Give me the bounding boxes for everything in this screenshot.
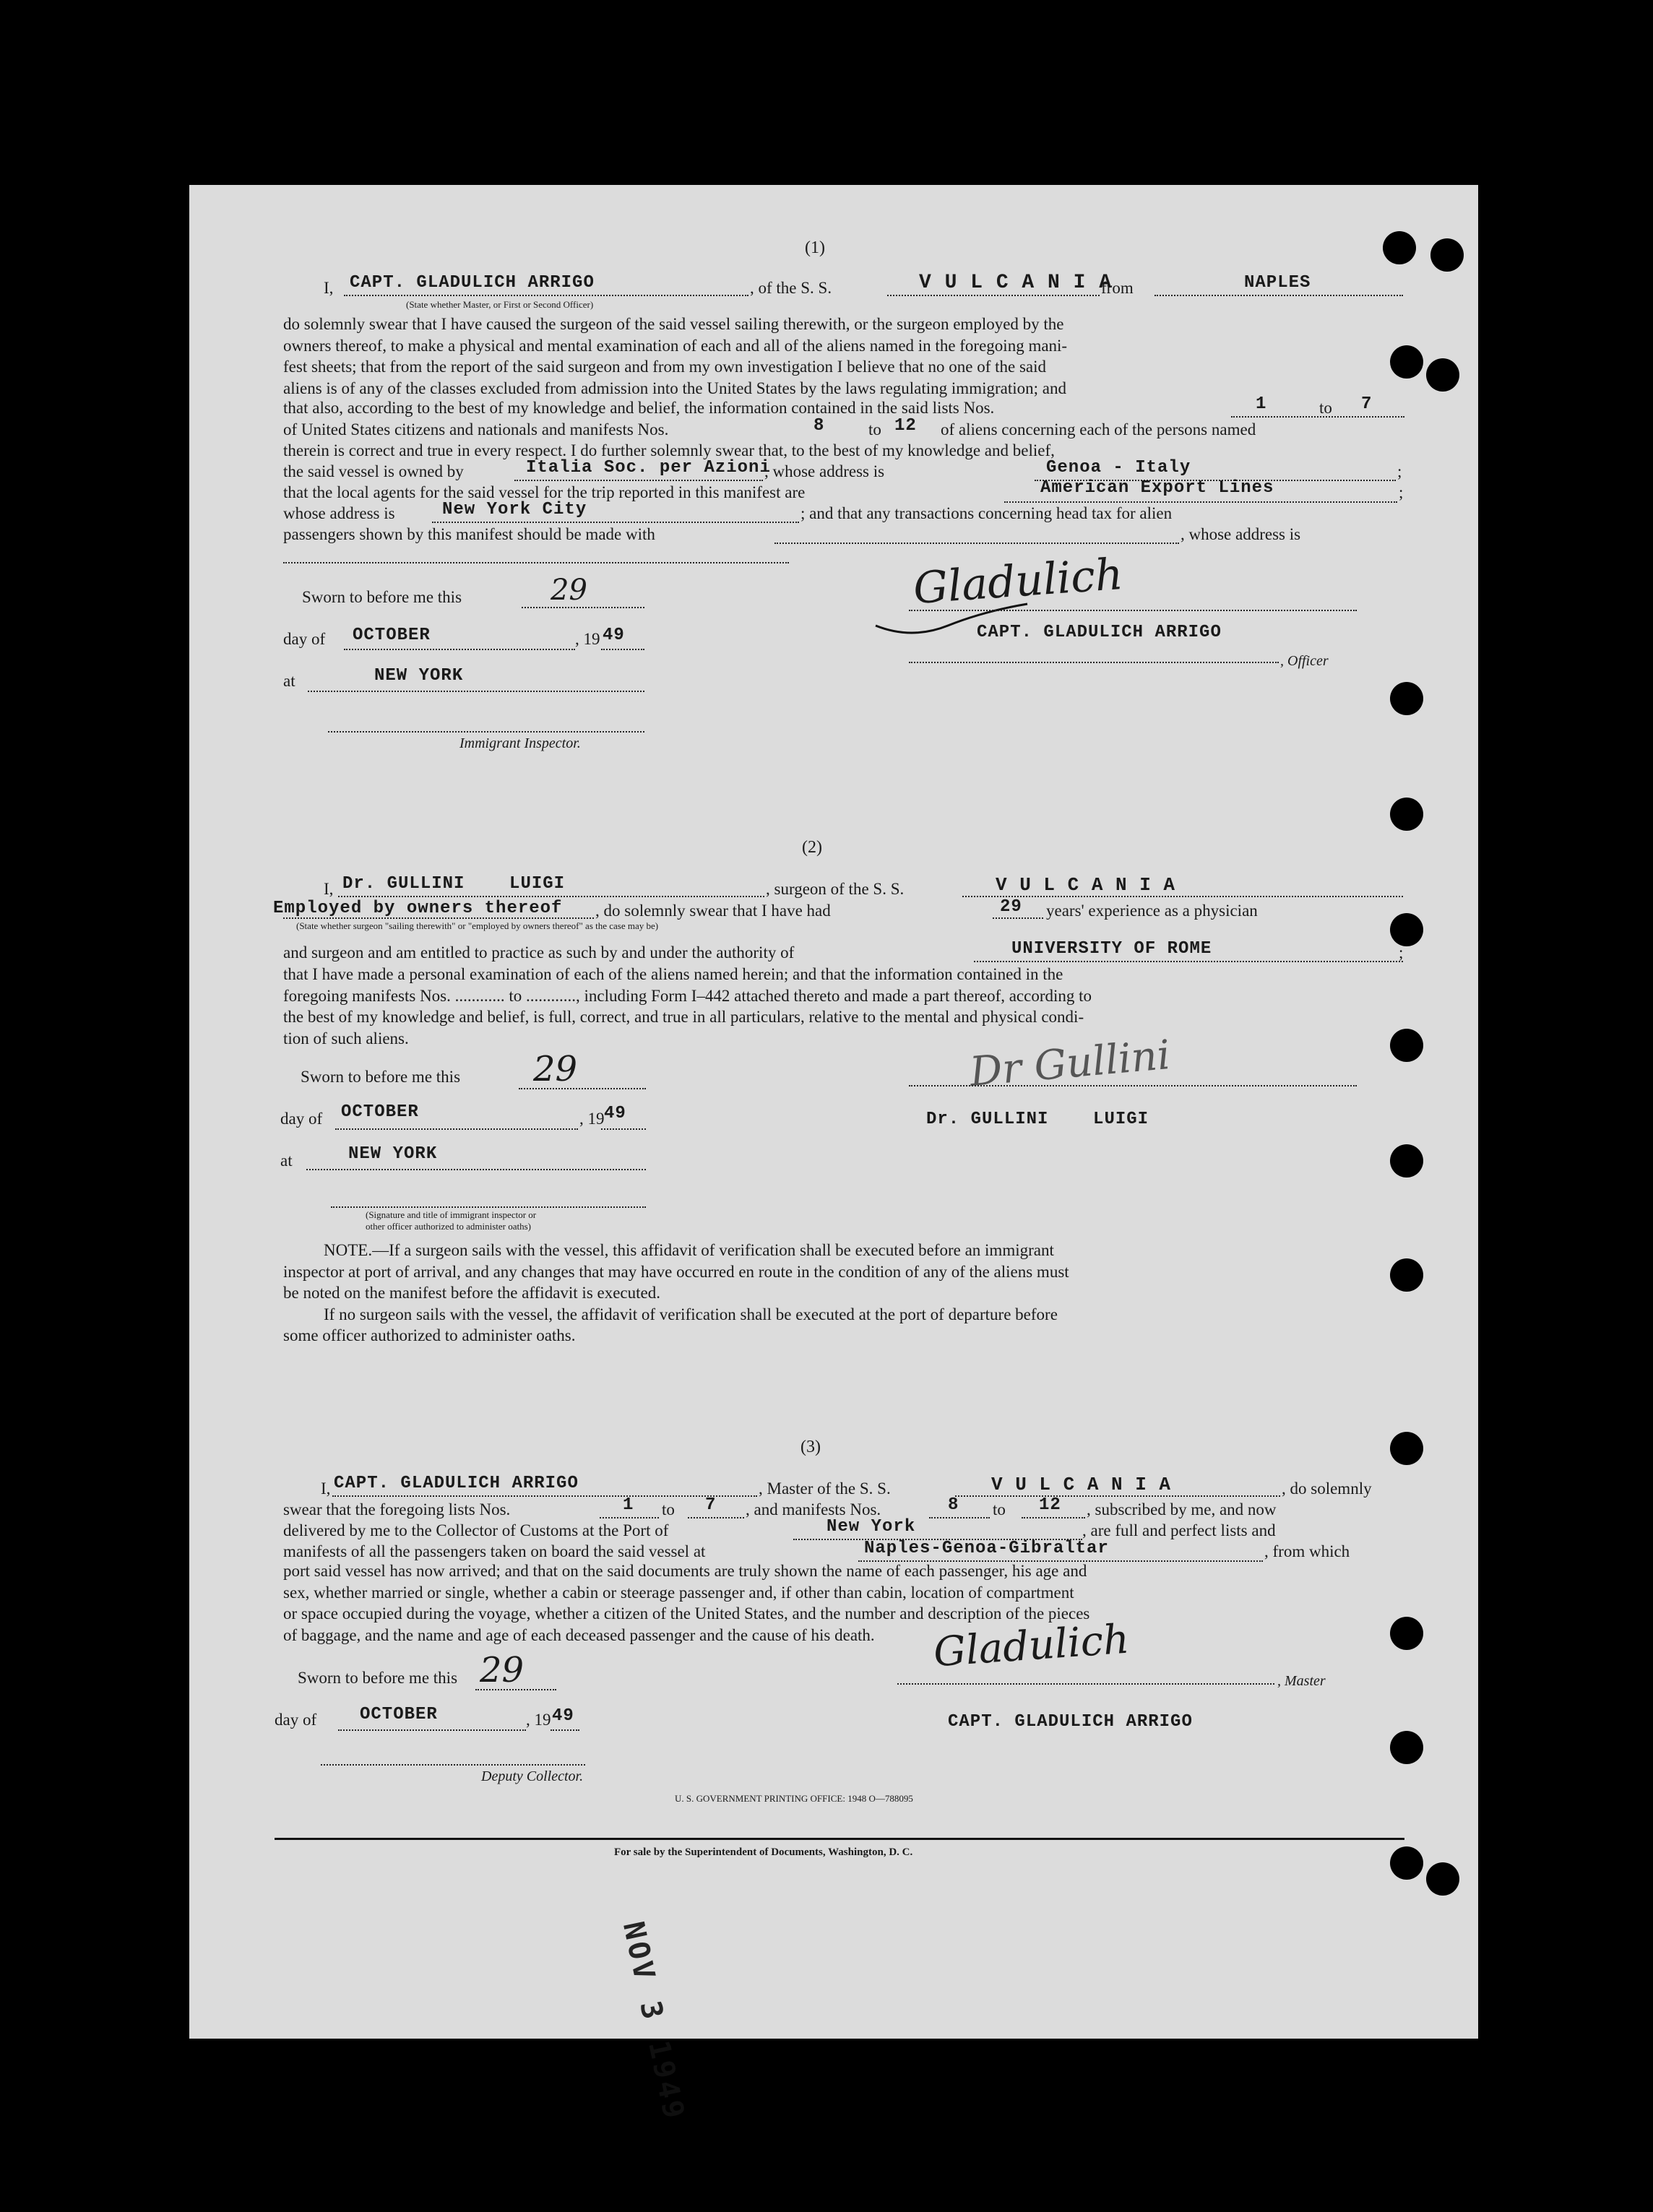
manifests-tail: of aliens concerning each of the persons named <box>941 420 1256 438</box>
to-label: to <box>868 420 881 438</box>
arrival-stamp: NOV 3 1949 <box>616 1919 691 2125</box>
immigrant-inspector-label: Immigrant Inspector. <box>459 735 581 751</box>
delivered-text: delivered by me to the Collector of Customs at the Port of <box>283 1521 669 1539</box>
signature-line <box>321 1764 585 1766</box>
vessel-name: V U L C A N I A <box>919 272 1113 294</box>
year-prefix: , 19 <box>575 630 600 648</box>
signature-line <box>331 1206 646 1208</box>
footer-rule <box>275 1838 1404 1840</box>
officer-name: CAPT. GLADULICH ARRIGO <box>350 273 595 293</box>
month: OCTOBER <box>353 626 431 645</box>
authority-text: and surgeon and am entitled to practice as such by and under the authority of <box>283 943 795 962</box>
swear-lists-text: swear that the foregoing lists Nos. <box>283 1500 511 1518</box>
signature-line <box>909 610 1357 611</box>
manifests-text: of United States citizens and nationals and manifests Nos. <box>283 420 669 438</box>
full-perfect-text: , are full and perfect lists and <box>1082 1521 1276 1539</box>
affidavit1-body <box>283 314 1404 399</box>
note-line: inspector at port of arrival, and any changes that may have occurred en route in the condition of any of the aliens must <box>283 1262 1069 1281</box>
vessel-label: , of the S. S. <box>750 279 832 297</box>
officer-label: , Officer <box>1280 653 1329 669</box>
year: 49 <box>552 1706 574 1726</box>
blank-line <box>344 295 748 296</box>
place: NEW YORK <box>374 666 464 686</box>
sworn-day: 29 <box>533 1049 578 1089</box>
punch-hole <box>1390 682 1423 715</box>
blank-line <box>774 543 1179 544</box>
note-line: some officer authorized to administer oaths. <box>283 1326 576 1344</box>
blank-line <box>600 1517 659 1518</box>
lists-to: 7 <box>705 1495 717 1515</box>
text-line: sex, whether married or single, whether a cabin or steerage passenger and, if other than cabin, location of compartment <box>283 1583 1074 1602</box>
sworn-day: 29 <box>551 574 587 607</box>
from-which-text: , from which <box>1264 1542 1350 1560</box>
note-line: NOTE.—If a surgeon sails with the vessel, this affidavit of verification shall be executed before an immigrant <box>324 1241 1054 1259</box>
master-signer-name: CAPT. GLADULICH ARRIGO <box>948 1712 1193 1732</box>
blank-line <box>551 1729 579 1731</box>
signature-line <box>897 1683 1274 1685</box>
blank-line <box>308 691 644 692</box>
text-line: aliens is of any of the classes excluded from admission into the United States by the laws regulating immigration; and <box>283 379 1066 397</box>
swear-text: , do solemnly swear that I have had <box>595 902 831 920</box>
text-line: foregoing manifests Nos. ............ to ............, including Form I–442 attached thereto and made a part thereof, according to <box>283 986 1092 1005</box>
authority: UNIVERSITY OF ROME <box>1011 939 1212 959</box>
blank-line <box>929 1517 990 1518</box>
sworn-label: Sworn to before me this <box>301 1068 461 1086</box>
agents-address-label: whose address is <box>283 504 395 522</box>
officer-signer-name: CAPT. GLADULICH ARRIGO <box>977 623 1222 642</box>
month: OCTOBER <box>360 1705 438 1724</box>
blank-line <box>338 896 764 897</box>
punch-hole <box>1426 1862 1459 1896</box>
at-label: at <box>283 672 295 690</box>
from-label: from <box>1101 279 1134 297</box>
blank-line <box>519 1088 646 1089</box>
affidavit2-body <box>283 964 1404 1049</box>
affidavit3-body <box>283 1560 1404 1646</box>
punch-hole <box>1390 913 1423 946</box>
blank-line <box>688 1517 744 1518</box>
affiant-prefix: I, <box>324 279 334 297</box>
blank-line <box>887 295 1100 296</box>
text-line: port said vessel has now arrived; and that on the said documents are truly shown the name of each passenger, his age and <box>283 1562 1087 1580</box>
owner-name: Italia Soc. per Azioni <box>526 458 771 478</box>
to-label: to <box>1319 399 1332 417</box>
to-label: to <box>993 1500 1006 1518</box>
day-of-label: day of <box>275 1711 317 1729</box>
sworn-label: Sworn to before me this <box>298 1669 458 1687</box>
blank-line <box>909 662 1279 663</box>
section-number-2: (2) <box>802 838 822 857</box>
blank-line <box>344 649 575 650</box>
blank-line <box>432 522 799 523</box>
local-agents: American Export Lines <box>1040 478 1274 498</box>
manifests-taken-text: manifests of all the passengers taken on board the said vessel at <box>283 1542 706 1560</box>
master-signature: Gladulich <box>932 1615 1131 1677</box>
signature-line <box>328 731 644 733</box>
port-of-arrival: New York <box>826 1517 916 1537</box>
and-manifests-text: , and manifests Nos. <box>746 1500 881 1518</box>
place: NEW YORK <box>348 1144 438 1164</box>
master-of-label: , Master of the S. S. <box>759 1479 891 1498</box>
text-line: of baggage, and the name and age of each deceased passenger and the cause of his death. <box>283 1625 875 1644</box>
semicolon: ; <box>1397 462 1402 480</box>
month: OCTOBER <box>341 1102 419 1122</box>
owner-address: Genoa - Italy <box>1046 458 1191 478</box>
officer-note: (State whether Master, or First or Second Officer) <box>406 299 594 310</box>
manifests-from: 8 <box>948 1495 959 1515</box>
sworn-day: 29 <box>480 1650 525 1690</box>
text-line: that I have made a personal examination of each of the aliens named herein; and that the information contained in the <box>283 965 1063 983</box>
to-label: to <box>662 1500 675 1518</box>
vessel-name: V U L C A N I A <box>996 874 1176 896</box>
text-line: do solemnly swear that I have caused the surgeon of the said vessel sailing therewith, or the surgeon employed by the <box>283 315 1064 333</box>
affiant-prefix: I, <box>324 880 334 898</box>
blank-line <box>335 1128 578 1130</box>
agents-address: New York City <box>442 500 587 519</box>
inspector-note: other officer authorized to administer oaths) <box>366 1221 531 1232</box>
blank-line <box>601 649 644 650</box>
year: 49 <box>603 626 625 645</box>
section-number-1: (1) <box>805 238 825 257</box>
semicolon: ; <box>1399 943 1404 962</box>
punch-hole <box>1390 1846 1423 1880</box>
lists-to: 7 <box>1361 394 1373 414</box>
blank-line <box>974 961 1403 962</box>
text-line: the best of my knowledge and belief, is full, correct, and true in all particulars, relative to the mental and physical condi- <box>283 1008 1084 1026</box>
sworn-label: Sworn to before me this <box>302 588 462 606</box>
manifests-from: 8 <box>813 416 825 436</box>
deputy-collector-label: Deputy Collector. <box>481 1768 584 1784</box>
year: 49 <box>604 1104 626 1123</box>
blank-line <box>601 1128 646 1130</box>
section-number-3: (3) <box>800 1438 821 1456</box>
inspector-note: (Signature and title of immigrant inspector or <box>366 1209 537 1220</box>
blank-line <box>283 562 789 563</box>
owner-address-label: , whose address is <box>764 462 885 480</box>
whose-address-label: , whose address is <box>1181 525 1301 543</box>
blank-line <box>1004 501 1397 503</box>
text-line: tion of such aliens. <box>283 1029 409 1047</box>
manifests-to: 12 <box>1039 1495 1061 1515</box>
employed-note: (State whether surgeon "sailing therewith" or "employed by owners thereof" as the case may be) <box>296 920 659 931</box>
head-tax-text: passengers shown by this manifest should be made with <box>283 525 655 543</box>
printing-office: U. S. GOVERNMENT PRINTING OFFICE: 1948 O—788095 <box>675 1793 913 1804</box>
punch-hole <box>1390 798 1423 831</box>
blank-line <box>962 896 1403 897</box>
subscribed-text: , subscribed by me, and now <box>1087 1500 1277 1518</box>
blank-line <box>283 917 594 919</box>
surgeon-name: Dr. GULLINI LUIGI <box>342 874 566 894</box>
blank-line <box>993 917 1043 919</box>
master-label: , Master <box>1277 1673 1326 1689</box>
blank-line <box>514 480 763 481</box>
manifests-to: 12 <box>894 416 917 436</box>
punch-hole <box>1390 1731 1423 1764</box>
blank-line <box>306 1169 646 1170</box>
note-text <box>283 1240 1404 1347</box>
blank-line <box>1022 1517 1085 1518</box>
officer-signature: Gladulich <box>911 548 1125 615</box>
transactions-text: ; and that any transactions concerning head tax for alien <box>800 504 1173 522</box>
employment: Employed by owners thereof <box>273 899 563 918</box>
blank-line <box>1231 416 1404 418</box>
vessel-name: V U L C A N I A <box>991 1474 1172 1495</box>
day-of-label: day of <box>280 1110 323 1128</box>
surgeon-signature: Dr Gullini <box>967 1032 1173 1096</box>
punch-hole <box>1430 238 1464 272</box>
punch-hole <box>1383 231 1416 264</box>
lists-text: that also, according to the best of my knowledge and belief, the information contained in the said lists Nos. <box>283 399 995 417</box>
punch-hole <box>1426 358 1459 392</box>
experience-text: years' experience as a physician <box>1046 902 1258 920</box>
text-line: or space occupied during the voyage, whether a citizen of the United States, and the number and description of the pieces <box>283 1604 1090 1623</box>
signature-line <box>909 1085 1357 1086</box>
surgeon-signer-name: Dr. GULLINI LUIGI <box>926 1110 1149 1129</box>
blank-line <box>522 607 644 608</box>
text-line: owners thereof, to make a physical and mental examination of each and all of the aliens named in the foregoing mani- <box>283 336 1068 355</box>
blank-line <box>475 1689 556 1690</box>
blank-line <box>955 1495 1280 1497</box>
year-prefix: , 19 <box>579 1110 605 1128</box>
affiant-prefix: I, <box>321 1479 331 1498</box>
year-prefix: , 19 <box>526 1711 551 1729</box>
blank-line <box>1154 295 1403 296</box>
departure-port: NAPLES <box>1244 273 1311 293</box>
sale-notice: For sale by the Superintendent of Documents, Washington, D. C. <box>614 1846 913 1858</box>
note-line: If no surgeon sails with the vessel, the affidavit of verification shall be executed at the port of departure before <box>324 1305 1058 1323</box>
at-label: at <box>280 1152 293 1170</box>
owned-text: the said vessel is owned by <box>283 462 464 480</box>
years-experience: 29 <box>1000 897 1022 917</box>
day-of-label: day of <box>283 630 326 648</box>
punch-hole <box>1390 1144 1423 1178</box>
semicolon: ; <box>1399 483 1404 501</box>
blank-line <box>332 1495 757 1497</box>
note-line: be noted on the manifest before the affidavit is executed. <box>283 1284 660 1302</box>
punch-hole <box>1390 1432 1423 1465</box>
solemnly-text: , do solemnly <box>1282 1479 1372 1498</box>
blank-line <box>338 1729 526 1731</box>
agents-text: that the local agents for the said vessel for the trip reported in this manifest are <box>283 483 806 501</box>
lists-from: 1 <box>1256 394 1267 414</box>
correct-text: therein is correct and true in every respect. I do further solemnly swear that, to the best of my knowledge and belief, <box>283 441 1055 459</box>
text-line: fest sheets; that from the report of the said surgeon and from my own investigation I believe that no one of the said <box>283 358 1047 376</box>
manifest-affidavit-page <box>189 185 1478 2125</box>
ports-of-embarkation: Naples-Genoa-Gibraltar <box>864 1539 1109 1558</box>
surgeon-of-label: , surgeon of the S. S. <box>766 880 905 898</box>
lists-from: 1 <box>623 1495 634 1515</box>
master-name: CAPT. GLADULICH ARRIGO <box>334 1474 579 1493</box>
